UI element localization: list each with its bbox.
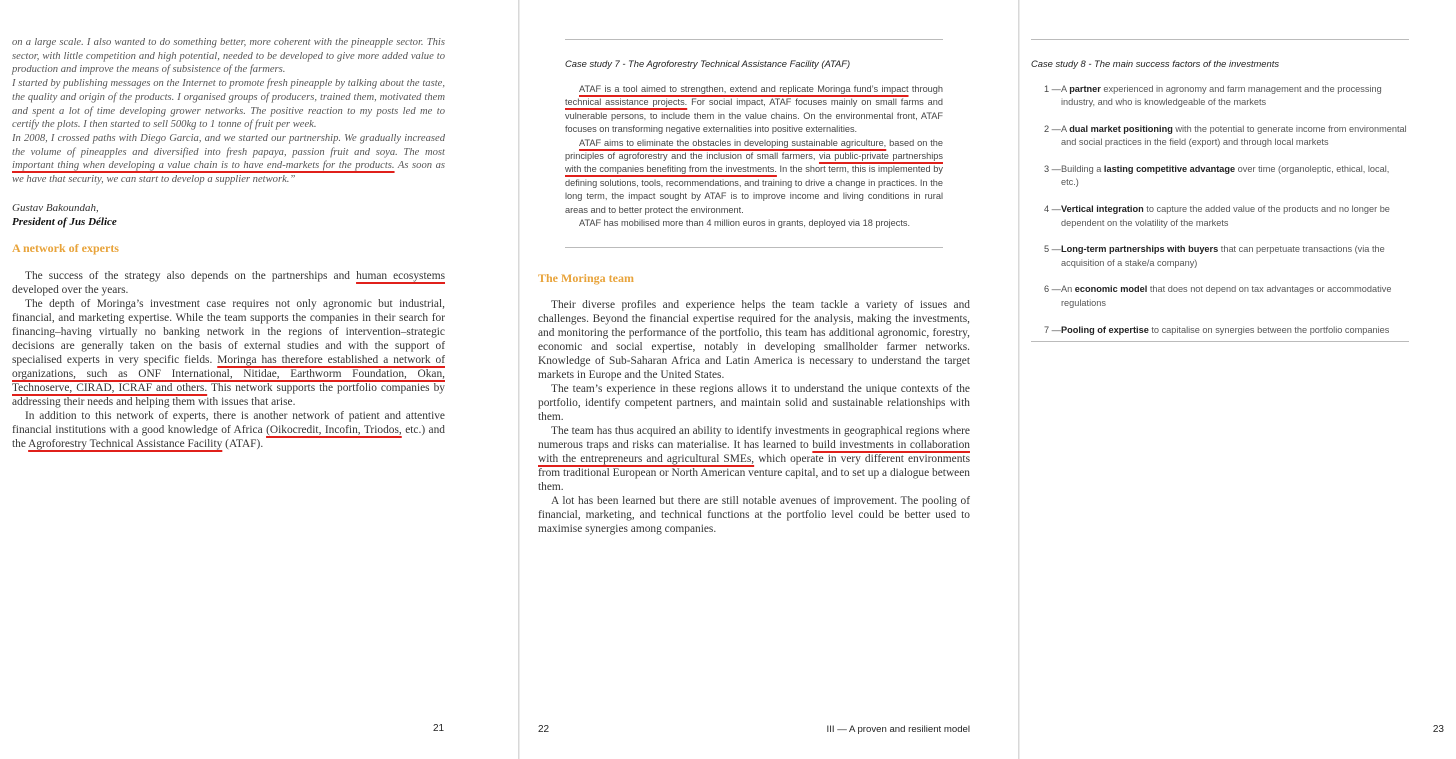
list-item-number: 2 — bbox=[1044, 124, 1061, 135]
paragraph: Their diverse profiles and experience helps the team tackle a variety of issues and challenges. Beyond the financial expertise required for the analysis, making the investments, and monitoring the performance of the portfolio, this team has additional agronomic, forestry, economic and social expertise, notably in developing smallholder farmer networks. Knowledge of Sub-Saharan Africa and Latin America is necessary to understand the target markets in Europe and the United States. bbox=[538, 299, 970, 381]
signature-title: President of Jus Délice bbox=[12, 216, 117, 228]
list-item-number: 7 — bbox=[1044, 324, 1061, 335]
list-item-number: 6 — bbox=[1044, 284, 1061, 295]
text: In the short term, this is implemented by defining solutions, tools, recommendations, and training to drive a change in practices. In the long term, the impact sought by ATAF is to improve income and living conditions in rural areas and to better protect the environment. bbox=[565, 164, 943, 215]
list-item-keyword: Long-term partnerships with buyers bbox=[1061, 244, 1219, 255]
list-item-text: to capitalise on synergies between the portfolio companies bbox=[1148, 324, 1390, 335]
success-factors-list bbox=[1031, 83, 1409, 350]
running-title: III — A proven and resilient model bbox=[826, 724, 970, 735]
highlighted-text: technical assistance projects. bbox=[565, 97, 688, 108]
text: The depth of Moringa’s investment case requires not only agronomic but industrial, financial, and marketing expertise. While the team supports the companies in their search for financing–having virtually no banking network in the regions of intervention–strategic decisions are generally taken on the basis of external studies and with the support of specialised experts in very specific fields. bbox=[12, 298, 445, 366]
highlighted-text: build investments in collaboration with the entrepreneurs and agricultural SMEs, bbox=[538, 439, 970, 465]
page-23 bbox=[1020, 0, 1456, 759]
paragraph bbox=[12, 409, 445, 451]
list-item-keyword: lasting competitive advantage bbox=[1103, 164, 1236, 175]
paragraph: The team’s experience in these regions allows it to understand the unique contexts of the portfolio, identify competent partners, and maintain solid and sustainable relationships with them. bbox=[538, 383, 970, 423]
highlighted-text: important thing when developing a value chain is to have end-markets for the products. bbox=[12, 160, 395, 172]
highlighted-text: ATAF aims to eliminate the obstacles in developing sustainable agriculture, bbox=[579, 137, 887, 148]
list-item bbox=[1031, 324, 1409, 337]
list-item-number: 1 — bbox=[1044, 84, 1061, 94]
case-study-title: Case study 7 - The Agroforestry Technical Assistance Facility (ATAF) bbox=[565, 58, 851, 69]
page-number: 23 bbox=[1432, 724, 1444, 735]
paragraph bbox=[12, 297, 445, 409]
paragraph bbox=[565, 83, 943, 137]
highlighted-text: (Oikocredit, Incofin, Triodos, bbox=[266, 424, 402, 436]
list-item-number: 3 — bbox=[1044, 164, 1061, 175]
list-item-text: to capture the added value of the products and no longer be dependent on the volatility of the markets bbox=[1061, 204, 1390, 228]
text: The success of the strategy also depends on the partnerships and bbox=[25, 270, 357, 282]
signature bbox=[12, 201, 117, 229]
text: developed over the years. bbox=[12, 284, 129, 296]
list-item bbox=[1031, 243, 1409, 270]
quote-text: In 2008, I crossed paths with Diego Garcia, and we started our partnership. We gradually increased the volume of pineapples and diversified into fresh papaya, passion fruit and soya. The most bbox=[12, 132, 445, 158]
list-item-text: An bbox=[1061, 284, 1075, 295]
page-22 bbox=[520, 0, 1018, 759]
list-item-number: 4 — bbox=[1044, 204, 1061, 215]
text: For social impact, ATAF focuses mainly on small farms and vulnerable persons, to include them in the value chains. On the environmental front, ATAF focuses on transforming negative externalities into positive externalities. bbox=[565, 97, 943, 135]
list-item bbox=[1031, 83, 1409, 110]
highlighted-text: human ecosystems bbox=[356, 270, 446, 282]
paragraph: ATAF has mobilised more than 4 million euros in grants, deployed via 18 projects. bbox=[579, 218, 911, 229]
paragraph: A lot has been learned but there are still notable avenues of improvement. The pooling of financial, marketing, and technical functions at the portfolio level could be better used to maximise synergies among companies. bbox=[538, 495, 970, 535]
section-heading: The Moringa team bbox=[538, 271, 634, 285]
text: based on the principles of agroforestry and the inclusion of small farmers, bbox=[565, 137, 944, 162]
case-study-title: Case study 8 - The main success factors of the investments bbox=[1031, 58, 1280, 69]
page-21 bbox=[0, 0, 520, 759]
body-text bbox=[538, 298, 970, 536]
text: In addition to this network of experts, there is another network of patient and attentive financial institutions with a good knowledge of Africa bbox=[12, 410, 445, 436]
text: through bbox=[908, 84, 944, 94]
list-item-text: that can perpetuate transactions (via the acquisition of a stake/a company) bbox=[1061, 244, 1385, 268]
quote-paragraph: I started by publishing messages on the Internet to promote fresh pineapple by talking about the taste, the quality and origin of the products. I organised groups of producers, trained them, motivated them and spent a lot of time developing grower networks. The positive reaction to my posts led me to certify the plots. I then started to sell 500kg to 1 tonne of fruit per week. bbox=[12, 78, 445, 131]
page-number: 21 bbox=[433, 723, 445, 734]
list-item-text: A bbox=[1061, 84, 1070, 94]
signature-name: Gustav Bakoundah, bbox=[12, 202, 99, 214]
divider bbox=[565, 247, 943, 248]
divider bbox=[565, 39, 943, 40]
list-item bbox=[1031, 163, 1409, 190]
list-item-text: A bbox=[1061, 124, 1070, 135]
interview-quote bbox=[12, 36, 445, 187]
list-item bbox=[1031, 203, 1409, 230]
list-item bbox=[1031, 123, 1409, 150]
paragraph bbox=[12, 269, 445, 297]
text: This network supports the portfolio companies by addressing their needs and helping them with issues that arise. bbox=[12, 382, 445, 408]
text: etc.) and the bbox=[12, 424, 446, 450]
divider bbox=[1031, 39, 1409, 40]
list-item-keyword: Vertical integration bbox=[1061, 204, 1144, 215]
section-heading: A network of experts bbox=[12, 241, 119, 255]
case-study-body bbox=[565, 83, 943, 230]
list-item-text: over time (organoleptic, ethical, local, etc.) bbox=[1061, 164, 1390, 188]
list-item-text: with the potential to generate income from environmental and social practices in the field (export) and through local markets bbox=[1061, 124, 1407, 148]
page-number: 22 bbox=[538, 724, 550, 735]
text: The team has thus acquired an ability to identify investments in geographical regions where numerous traps and risks can materialise. It has learned to bbox=[538, 425, 970, 451]
list-item-keyword: Pooling of expertise bbox=[1061, 324, 1149, 335]
list-item-text: experienced in agronomy and farm management and the processing industry, and who is knowledgeable of the markets bbox=[1061, 84, 1382, 108]
highlighted-text: Agroforestry Technical Assistance Facility bbox=[28, 438, 223, 450]
body-text bbox=[12, 269, 445, 451]
highlighted-text: Moringa has therefore established a network of organizations, such as ONF International, Nitidae, Earthworm Foundation, Okan, Technoserve, CIRAD, ICRAF and others. bbox=[12, 354, 445, 394]
list-item-keyword: dual market positioning bbox=[1069, 124, 1173, 135]
divider bbox=[1031, 341, 1409, 342]
list-item-number: 5 — bbox=[1044, 244, 1061, 255]
highlighted-text: via public-private partnerships with the companies benefiting from the investments. bbox=[565, 151, 943, 175]
text: which operate in very different environments from traditional European or North American venture capital, and to set up a dialogue between them. bbox=[538, 453, 970, 493]
list-item-text: Building a bbox=[1061, 164, 1104, 175]
list-item-keyword: partner bbox=[1069, 84, 1101, 94]
quote-paragraph: on a large scale. I also wanted to do something better, more coherent with the pineapple sector. This sector, with little competition and high potential, needed to be developed to give more added value to production and improve the means of subsistence of the farmers. bbox=[12, 37, 445, 76]
highlighted-text: ATAF is a tool aimed to strengthen, extend and replicate Moringa fund’s impact bbox=[579, 84, 909, 94]
list-item-keyword: economic model bbox=[1074, 284, 1148, 295]
paragraph bbox=[565, 137, 943, 217]
quote-text: As soon as we have that security, we can start to develop a supplier network.” bbox=[12, 160, 446, 186]
paragraph bbox=[538, 424, 970, 494]
list-item-text: that does not depend on tax advantages or accommodative regulations bbox=[1061, 284, 1392, 308]
list-item bbox=[1031, 283, 1409, 310]
text: (ATAF). bbox=[222, 438, 264, 450]
quote-paragraph bbox=[12, 132, 445, 187]
